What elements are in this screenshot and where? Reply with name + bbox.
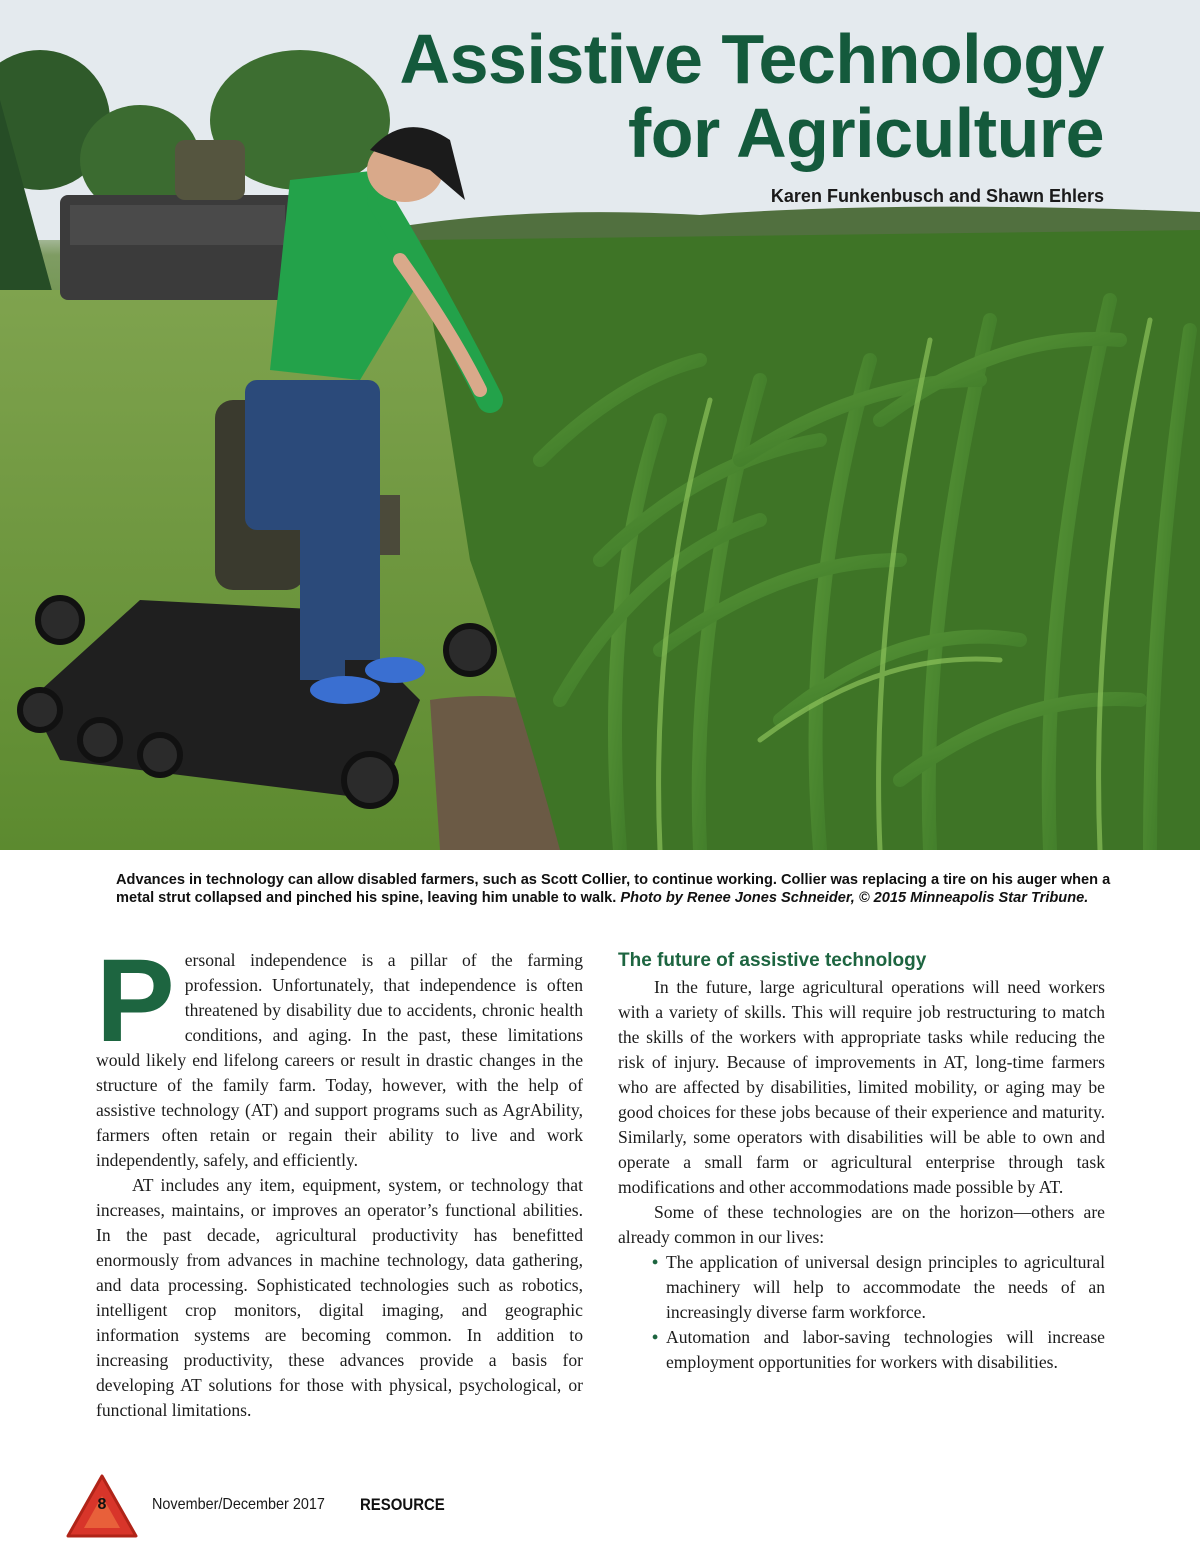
article-title — [400, 22, 1104, 170]
bullet-text: The application of universal design principles to agricultural machinery will help to accommodate the needs of an increasingly diverse farm workforce. — [666, 1252, 1105, 1322]
body-paragraph: AT includes any item, equipment, system, or technology that increases, maintains, or improves an operator’s functional abilities. In the past decade, agricultural productivity has benefitted enormously from advances in machine technology, data gathering, and data processing. Sophisticated technologies such as robotics, intelligent crop monitors, digital imaging, and geographic information systems are becoming common. In addition to increasing productivity, these advances provide a basis for developing AT solutions for those with physical, psychological, or functional limitations. — [96, 1175, 583, 1420]
drop-cap: P — [96, 935, 175, 1067]
bullet-item — [652, 1250, 1105, 1325]
caption-credit: Photo by Renee Jones Schneider, © 2015 Minneapolis Star Tribune. — [620, 890, 1089, 906]
left-column — [96, 935, 583, 1423]
body-paragraph: Some of these technologies are on the horizon—others are already common in our lives: — [618, 1202, 1105, 1247]
section-heading: The future of assistive technology — [618, 950, 927, 971]
magazine-name: RESOURCE — [360, 1495, 445, 1514]
intro-paragraph — [96, 935, 583, 1173]
bullet-list — [618, 1250, 1105, 1375]
title-line-1: Assistive Technology — [399, 20, 1104, 98]
caption-text: Advances in technology can allow disabled farmers, such as Scott Collier, to continue working. Collier was replacing a tire on his auger when a metal strut collapsed and pinched his spine, leaving him unable to walk. — [116, 872, 1111, 906]
intro-paragraph-text: ersonal independence is a pillar of the farming profession. Unfortunately, that independence is often threatened by disability due to accidents, chronic health conditions, and aging. In the past, these limitations would likely end lifelong careers or result in drastic changes in the structure of the family farm. Today, however, with the help of assistive technology (AT) and support programs such as AgrAbility, farmers often retain or regain their ability to live and work independently, safely, and efficiently. — [96, 950, 583, 1170]
bullet-icon: • — [652, 1327, 659, 1347]
article-authors: Karen Funkenbusch and Shawn Ehlers — [770, 186, 1104, 206]
page-number: 8 — [97, 1496, 107, 1513]
bullet-icon: • — [652, 1252, 659, 1272]
photo-caption — [116, 871, 1116, 907]
body-paragraph: In the future, large agricultural operations will need workers with a variety of skills. This will require job restructuring to match the skills of the workers with appropriate tasks while reducing the risk of injury. Because of improvements in AT, long-time farmers who are affected by disabilities, limited mobility, or aging may be good choices for these jobs because of their experience and maturity. Similarly, some operators with disabilities will be able to own and operate a small farm or agricultural enterprise through task modifications and other accommodations made possible by AT. — [618, 977, 1105, 1197]
bullet-item — [652, 1325, 1105, 1375]
bullet-text: Automation and labor-saving technologies will increase employment opportunities for workers with disabilities. — [666, 1327, 1105, 1372]
right-column — [618, 948, 1105, 1375]
title-line-2: for Agriculture — [627, 94, 1104, 172]
issue-date: November/December 2017 — [152, 1496, 325, 1513]
